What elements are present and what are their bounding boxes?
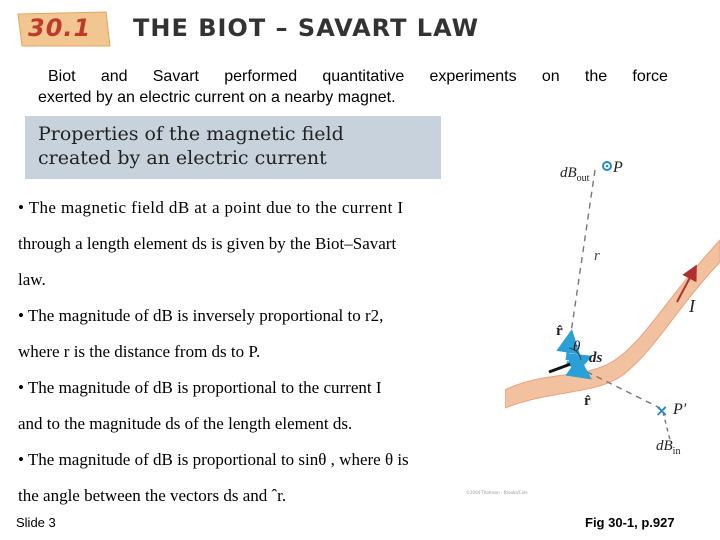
biot-savart-figure <box>505 150 720 470</box>
rhat2-label: r̂ <box>584 393 591 409</box>
current-label: I <box>689 296 695 316</box>
bullet-1-line-3: law. <box>18 270 46 289</box>
current-wire <box>505 240 720 408</box>
bullet-4-line-1: • The magnitude of dB is proportional to sinθ , where θ is <box>18 450 409 469</box>
bullet-3-line-2: and to the magnitude ds of the length element ds. <box>18 414 353 433</box>
bullet-2-line-2: where r is the distance from ds to P. <box>18 342 261 361</box>
intro-line-2: exerted by an electric current on a nearby magnet. <box>38 89 396 106</box>
figure-credit: ©2004 Thomson - Brooks/Cole <box>466 490 528 495</box>
page-title: THE BIOT – SAVART LAW <box>133 14 480 42</box>
dbout-label: $dB_{out}$ <box>560 165 590 184</box>
section-number: 30.1 <box>28 14 92 42</box>
theta-label: θ <box>573 339 581 355</box>
bullet-1-line-2: through a length element ds is given by the Biot–Savart <box>18 234 397 253</box>
p-label: P <box>613 159 623 176</box>
rhat-label: r̂ <box>556 323 563 339</box>
intro-line-1: Biot and Savart performed quantitative experiments on the force <box>48 68 668 85</box>
slide-number: Slide 3 <box>16 515 56 530</box>
intro-paragraph <box>38 66 668 108</box>
pprime-label: P′ <box>673 401 687 418</box>
bullet-3-line-1: • The magnitude of dB is proportional to the current I <box>18 378 382 397</box>
bullet-list <box>18 190 508 514</box>
bullet-1-line-1: • The magnetic field dB at a point due to the current I <box>18 198 404 217</box>
r-dashed-line <box>567 170 595 360</box>
r-label: r <box>594 248 600 264</box>
ds-label: ds <box>589 350 603 366</box>
bullet-2-line-1: • The magnitude of dB is inversely proportional to r2, <box>18 306 384 325</box>
bullet-4-line-2: the angle between the vectors ds and ˆr. <box>18 486 287 505</box>
dbin-label: $dB_{in}$ <box>656 438 681 457</box>
rhat-up-vector <box>567 335 571 360</box>
figure-reference: Fig 30-1, p.927 <box>585 515 675 530</box>
x-marker: × <box>655 401 669 420</box>
properties-heading: Properties of the magnetic field created by an electric current <box>38 123 344 169</box>
